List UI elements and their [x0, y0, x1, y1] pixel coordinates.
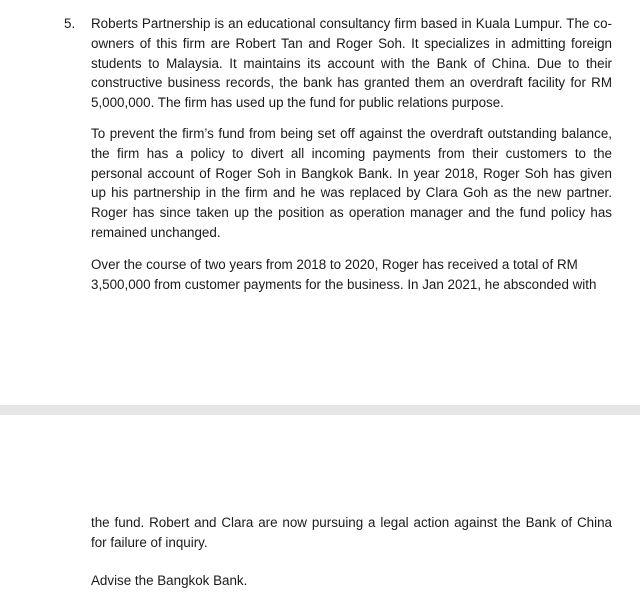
question-number: 5. — [64, 16, 76, 31]
question-instruction: Advise the Bangkok Bank. — [91, 573, 248, 588]
page-break-divider — [0, 405, 640, 415]
paragraph-fund-policy: To prevent the firm’s fund from being set off against the overdraft outstanding balance, the firm has a policy to divert all incoming payments from their customers to the personal account of Roger Soh in Bangkok Bank. In year 2018, Roger Soh has given up his partnership in the firm and he was replaced by Clara Goh as the new partner. Roger has since taken up the position as operation manager and the fund policy has remained unchanged. — [91, 126, 612, 240]
paragraph-case-facts: Roberts Partnership is an educational consultancy firm based in Kuala Lumpur. The co-owners of this firm are Robert Tan and Roger Soh. It specializes in admitting foreign students to Malaysia. It maintains its account with the Bank of China. Due to their constructive business records, the bank has granted them an overdraft facility for RM 5,000,000. The firm has used up the fund for public relations purpose. — [91, 16, 612, 111]
document-page-bottom — [0, 415, 640, 598]
paragraph-absconding-start: Over the course of two years from 2018 to 2020, Roger has received a total of RM 3,500,000 from customer payments for the business. In Jan 2021, he absconded with — [91, 257, 597, 292]
paragraph-absconding-end: the fund. Robert and Clara are now pursuing a legal action against the Bank of China for failure of inquiry. — [91, 515, 612, 550]
